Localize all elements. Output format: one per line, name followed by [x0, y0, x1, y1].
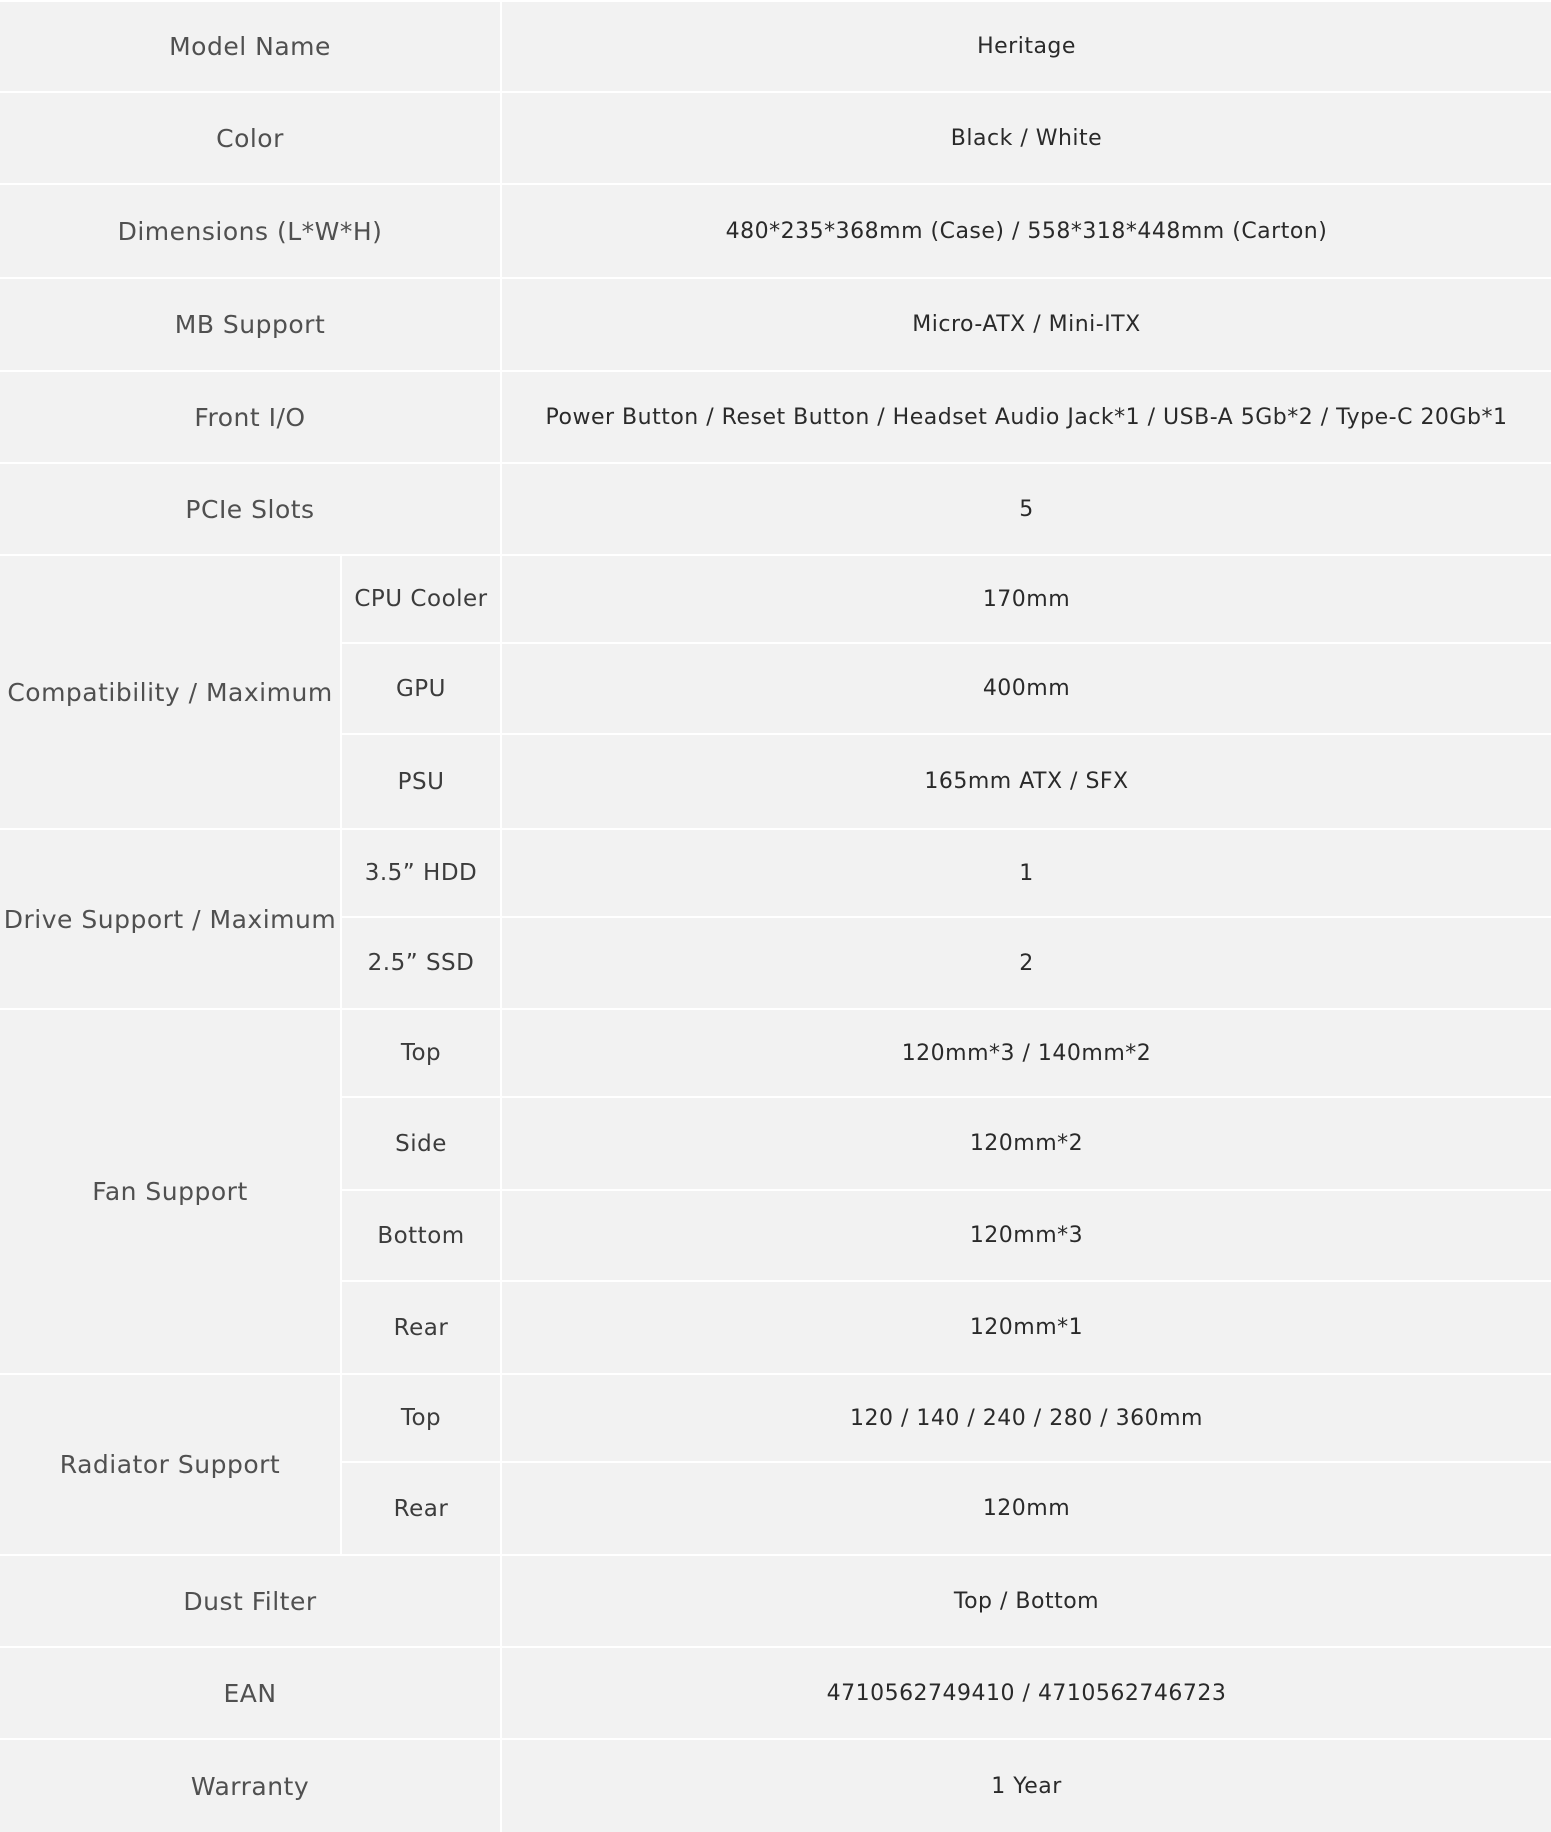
sub-value-fan-top: 120mm*3 / 140mm*2 [502, 1010, 1551, 1096]
sub-label-radiator-top: Top [342, 1375, 500, 1461]
row-label-warranty: Warranty [0, 1740, 500, 1832]
group-label-compatibility: Compatibility / Maximum [0, 556, 340, 828]
sub-value-psu: 165mm ATX / SFX [502, 735, 1551, 828]
sub-label-cpu-cooler: CPU Cooler [342, 556, 500, 642]
sub-label-fan-side: Side [342, 1098, 500, 1189]
sub-value-gpu: 400mm [502, 644, 1551, 733]
row-label-pcie-slots: PCIe Slots [0, 464, 500, 554]
sub-value-cpu-cooler: 170mm [502, 556, 1551, 642]
row-value-dust-filter: Top / Bottom [502, 1556, 1551, 1646]
sub-value-hdd: 1 [502, 830, 1551, 916]
sub-value-fan-rear: 120mm*1 [502, 1282, 1551, 1373]
row-value-ean: 4710562749410 / 4710562746723 [502, 1648, 1551, 1738]
row-label-dust-filter: Dust Filter [0, 1556, 500, 1646]
row-label-dimensions: Dimensions (L*W*H) [0, 185, 500, 277]
sub-label-gpu: GPU [342, 644, 500, 733]
sub-label-fan-top: Top [342, 1010, 500, 1096]
sub-value-radiator-top: 120 / 140 / 240 / 280 / 360mm [502, 1375, 1551, 1461]
sub-label-fan-bottom: Bottom [342, 1191, 500, 1280]
sub-value-fan-side: 120mm*2 [502, 1098, 1551, 1189]
row-label-ean: EAN [0, 1648, 500, 1738]
row-value-model-name: Heritage [502, 2, 1551, 91]
sub-label-radiator-rear: Rear [342, 1463, 500, 1554]
group-label-drive-support: Drive Support / Maximum [0, 830, 340, 1008]
sub-label-ssd: 2.5” SSD [342, 918, 500, 1008]
row-label-color: Color [0, 93, 500, 183]
row-value-pcie-slots: 5 [502, 464, 1551, 554]
sub-value-fan-bottom: 120mm*3 [502, 1191, 1551, 1280]
row-value-mb-support: Micro-ATX / Mini-ITX [502, 279, 1551, 370]
sub-label-hdd: 3.5” HDD [342, 830, 500, 916]
group-label-fan-support: Fan Support [0, 1010, 340, 1373]
row-value-front-io: Power Button / Reset Button / Headset Audio Jack*1 / USB-A 5Gb*2 / Type-C 20Gb*1 [502, 372, 1551, 462]
row-label-front-io: Front I/O [0, 372, 500, 462]
group-label-radiator-support: Radiator Support [0, 1375, 340, 1554]
sub-label-fan-rear: Rear [342, 1282, 500, 1373]
sub-value-ssd: 2 [502, 918, 1551, 1008]
sub-label-psu: PSU [342, 735, 500, 828]
sub-value-radiator-rear: 120mm [502, 1463, 1551, 1554]
row-label-mb-support: MB Support [0, 279, 500, 370]
row-value-dimensions: 480*235*368mm (Case) / 558*318*448mm (Carton) [502, 185, 1551, 277]
row-value-warranty: 1 Year [502, 1740, 1551, 1832]
row-label-model-name: Model Name [0, 2, 500, 91]
row-value-color: Black / White [502, 93, 1551, 183]
